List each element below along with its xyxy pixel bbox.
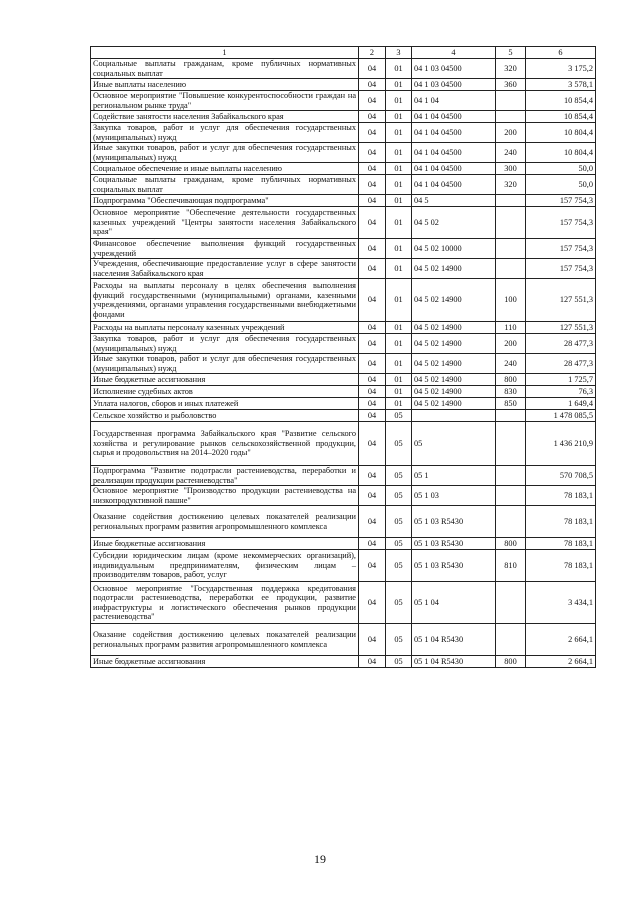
cell-expense-type	[496, 582, 526, 624]
cell-subsection: 01	[386, 398, 412, 410]
cell-target-code: 04 5 02 14900	[412, 386, 496, 398]
cell-section: 04	[359, 624, 386, 656]
cell-expense-type: 830	[496, 386, 526, 398]
table-row	[91, 582, 596, 624]
cell-amount: 127 551,3	[526, 279, 596, 322]
cell-expense-type	[496, 466, 526, 486]
cell-amount: 127 551,3	[526, 322, 596, 334]
cell-expense-type: 800	[496, 656, 526, 668]
table-row	[91, 111, 596, 123]
cell-expense-type: 850	[496, 398, 526, 410]
cell-section: 04	[359, 143, 386, 163]
table-row	[91, 422, 596, 466]
cell-expense-type: 200	[496, 334, 526, 354]
cell-target-code: 05 1 03	[412, 486, 496, 506]
cell-section: 04	[359, 538, 386, 550]
cell-name: Расходы на выплаты персоналу в целях обеспечения выполнения функций государственными (муниципальными) органами, казенными учреждениями, органами управления государственными внебюджетными фондами	[91, 279, 359, 322]
cell-section: 04	[359, 259, 386, 279]
header-col-4: 4	[412, 47, 496, 59]
cell-subsection: 05	[386, 506, 412, 538]
cell-amount: 76,3	[526, 386, 596, 398]
header-col-6: 6	[526, 47, 596, 59]
cell-amount: 3 434,1	[526, 582, 596, 624]
cell-section: 04	[359, 582, 386, 624]
cell-name: Социальное обеспечение и иные выплаты населению	[91, 163, 359, 175]
cell-name: Основное мероприятие "Повышение конкурентоспособности граждан на региональном рынке труда"	[91, 91, 359, 111]
cell-name: Финансовое обеспечение выполнения функций государственных учреждений	[91, 239, 359, 259]
cell-name: Сельское хозяйство и рыболовство	[91, 410, 359, 422]
cell-subsection: 01	[386, 123, 412, 143]
cell-section: 04	[359, 195, 386, 207]
cell-target-code: 04 5 02 14900	[412, 322, 496, 334]
cell-name: Закупка товаров, работ и услуг для обеспечения государственных (муниципальных) нужд	[91, 334, 359, 354]
cell-section: 04	[359, 322, 386, 334]
header-col-2: 2	[359, 47, 386, 59]
cell-target-code: 04 5 02 14900	[412, 259, 496, 279]
table-row	[91, 410, 596, 422]
cell-target-code: 05 1 03 R5430	[412, 506, 496, 538]
cell-name: Исполнение судебных актов	[91, 386, 359, 398]
cell-name: Содействие занятости населения Забайкальского края	[91, 111, 359, 123]
cell-section: 04	[359, 334, 386, 354]
cell-target-code: 04 1 04 04500	[412, 111, 496, 123]
cell-amount: 78 183,1	[526, 550, 596, 582]
header-col-3: 3	[386, 47, 412, 59]
cell-name: Иные закупки товаров, работ и услуг для обеспечения государственных (муниципальных) нужд	[91, 143, 359, 163]
cell-target-code: 04 5 02 14900	[412, 334, 496, 354]
cell-amount: 28 477,3	[526, 354, 596, 374]
cell-target-code: 05 1 04	[412, 582, 496, 624]
cell-target-code: 05 1 03 R5430	[412, 538, 496, 550]
cell-section: 04	[359, 374, 386, 386]
table-row	[91, 91, 596, 111]
cell-amount: 78 183,1	[526, 486, 596, 506]
cell-target-code: 04 1 04	[412, 91, 496, 111]
cell-target-code: 04 1 04 04500	[412, 143, 496, 163]
table-row	[91, 143, 596, 163]
cell-subsection: 05	[386, 656, 412, 668]
cell-section: 04	[359, 466, 386, 486]
cell-expense-type	[496, 207, 526, 239]
cell-expense-type: 810	[496, 550, 526, 582]
cell-expense-type: 200	[496, 123, 526, 143]
cell-expense-type: 300	[496, 163, 526, 175]
cell-amount: 50,0	[526, 175, 596, 195]
cell-amount: 50,0	[526, 163, 596, 175]
cell-section: 04	[359, 398, 386, 410]
cell-name: Субсидии юридическим лицам (кроме некоммерческих организаций), индивидуальным предпринимателям, физическим лицам – производителям товаров, работ, услуг	[91, 550, 359, 582]
cell-expense-type	[496, 506, 526, 538]
cell-name: Иные бюджетные ассигнования	[91, 656, 359, 668]
cell-subsection: 01	[386, 143, 412, 163]
table-row	[91, 259, 596, 279]
table-row	[91, 195, 596, 207]
cell-target-code: 05	[412, 422, 496, 466]
cell-subsection: 01	[386, 239, 412, 259]
cell-expense-type	[496, 624, 526, 656]
cell-amount: 3 578,1	[526, 79, 596, 91]
cell-section: 04	[359, 59, 386, 79]
cell-name: Расходы на выплаты персоналу казенных учреждений	[91, 322, 359, 334]
table-row	[91, 398, 596, 410]
cell-section: 04	[359, 550, 386, 582]
cell-amount: 157 754,3	[526, 207, 596, 239]
table-header-row	[91, 47, 596, 59]
cell-section: 04	[359, 422, 386, 466]
cell-subsection: 05	[386, 538, 412, 550]
cell-name: Подпрограмма "Развитие подотрасли растениеводства, переработки и реализации продукции растениеводства"	[91, 466, 359, 486]
table-row	[91, 322, 596, 334]
table-row	[91, 538, 596, 550]
cell-name: Оказание содействия достижению целевых показателей реализации региональных программ развития агропромышленного комплекса	[91, 624, 359, 656]
table-row	[91, 59, 596, 79]
cell-amount: 3 175,2	[526, 59, 596, 79]
cell-amount: 10 804,4	[526, 143, 596, 163]
table-row	[91, 486, 596, 506]
cell-expense-type: 110	[496, 322, 526, 334]
table-row	[91, 386, 596, 398]
cell-amount: 28 477,3	[526, 334, 596, 354]
cell-name: Иные бюджетные ассигнования	[91, 374, 359, 386]
cell-expense-type: 240	[496, 354, 526, 374]
cell-name: Социальные выплаты гражданам, кроме публичных нормативных социальных выплат	[91, 59, 359, 79]
cell-section: 04	[359, 386, 386, 398]
cell-target-code: 04 1 04 04500	[412, 123, 496, 143]
cell-expense-type: 800	[496, 374, 526, 386]
cell-expense-type	[496, 91, 526, 111]
table-body	[91, 59, 596, 668]
cell-target-code: 04 5 02	[412, 207, 496, 239]
cell-subsection: 01	[386, 111, 412, 123]
header-col-5: 5	[496, 47, 526, 59]
cell-subsection: 01	[386, 259, 412, 279]
cell-subsection: 01	[386, 175, 412, 195]
cell-target-code: 04 1 03 04500	[412, 79, 496, 91]
cell-expense-type	[496, 486, 526, 506]
cell-name: Иные выплаты населению	[91, 79, 359, 91]
cell-section: 04	[359, 656, 386, 668]
cell-amount: 2 664,1	[526, 656, 596, 668]
cell-subsection: 01	[386, 163, 412, 175]
cell-name: Социальные выплаты гражданам, кроме публичных нормативных социальных выплат	[91, 175, 359, 195]
table-row	[91, 123, 596, 143]
table-row	[91, 163, 596, 175]
table-row	[91, 207, 596, 239]
table-row	[91, 656, 596, 668]
cell-amount: 157 754,3	[526, 195, 596, 207]
cell-expense-type	[496, 259, 526, 279]
cell-amount: 10 854,4	[526, 91, 596, 111]
cell-amount: 10 804,4	[526, 123, 596, 143]
cell-name: Основное мероприятие "Производство продукции растениеводства на низкопродуктивной пашне"	[91, 486, 359, 506]
cell-amount: 1 649,4	[526, 398, 596, 410]
cell-subsection: 01	[386, 79, 412, 91]
table-row	[91, 374, 596, 386]
cell-target-code: 04 5 02 14900	[412, 398, 496, 410]
cell-section: 04	[359, 79, 386, 91]
cell-section: 04	[359, 279, 386, 322]
cell-subsection: 01	[386, 195, 412, 207]
cell-subsection: 01	[386, 279, 412, 322]
cell-section: 04	[359, 207, 386, 239]
cell-target-code: 05 1 04 R5430	[412, 624, 496, 656]
cell-expense-type	[496, 111, 526, 123]
cell-name: Закупка товаров, работ и услуг для обеспечения государственных (муниципальных) нужд	[91, 123, 359, 143]
cell-section: 04	[359, 175, 386, 195]
page-number: 19	[314, 852, 326, 866]
cell-name: Основное мероприятие "Государственная поддержка кредитования подотрасли растениеводства, переработки ее продукции, развитие инфраструктуры и логистического обеспечения рынков продукции растениеводства"	[91, 582, 359, 624]
cell-section: 04	[359, 410, 386, 422]
cell-subsection: 05	[386, 550, 412, 582]
cell-subsection: 05	[386, 624, 412, 656]
cell-subsection: 01	[386, 91, 412, 111]
cell-target-code: 04 5 02 10000	[412, 239, 496, 259]
cell-name: Государственная программа Забайкальского края "Развитие сельского хозяйства и регулирование рынков сельскохозяйственной продукции, сырья и продовольствия на 2014–2020 годы"	[91, 422, 359, 466]
cell-amount: 78 183,1	[526, 506, 596, 538]
cell-target-code: 05 1 03 R5430	[412, 550, 496, 582]
table-row	[91, 354, 596, 374]
cell-expense-type: 320	[496, 175, 526, 195]
cell-subsection: 01	[386, 354, 412, 374]
cell-target-code: 04 5	[412, 195, 496, 207]
cell-amount: 2 664,1	[526, 624, 596, 656]
cell-expense-type	[496, 239, 526, 259]
cell-name: Оказание содействия достижению целевых показателей реализации региональных программ развития агропромышленного комплекса	[91, 506, 359, 538]
cell-section: 04	[359, 239, 386, 259]
header-col-1: 1	[91, 47, 359, 59]
cell-expense-type	[496, 410, 526, 422]
cell-section: 04	[359, 111, 386, 123]
cell-section: 04	[359, 123, 386, 143]
cell-name: Основное мероприятие "Обеспечение деятельности государственных казенных учреждений "Центры занятости населения Забайкальского края"	[91, 207, 359, 239]
cell-subsection: 01	[386, 334, 412, 354]
cell-target-code: 04 5 02 14900	[412, 374, 496, 386]
cell-target-code: 04 1 03 04500	[412, 59, 496, 79]
cell-expense-type: 800	[496, 538, 526, 550]
cell-name: Подпрограмма "Обеспечивающая подпрограмма"	[91, 195, 359, 207]
cell-expense-type: 100	[496, 279, 526, 322]
cell-expense-type: 360	[496, 79, 526, 91]
budget-table	[90, 46, 596, 668]
table-row	[91, 334, 596, 354]
cell-target-code: 04 1 04 04500	[412, 163, 496, 175]
cell-subsection: 01	[386, 207, 412, 239]
cell-name: Уплата налогов, сборов и иных платежей	[91, 398, 359, 410]
cell-target-code: 04 5 02 14900	[412, 354, 496, 374]
cell-section: 04	[359, 354, 386, 374]
cell-name: Иные закупки товаров, работ и услуг для обеспечения государственных (муниципальных) нужд	[91, 354, 359, 374]
table-row	[91, 175, 596, 195]
cell-subsection: 01	[386, 374, 412, 386]
cell-amount: 570 708,5	[526, 466, 596, 486]
cell-subsection: 05	[386, 582, 412, 624]
table-row	[91, 79, 596, 91]
table-row	[91, 624, 596, 656]
cell-amount: 10 854,4	[526, 111, 596, 123]
cell-amount: 78 183,1	[526, 538, 596, 550]
cell-expense-type: 320	[496, 59, 526, 79]
cell-expense-type	[496, 195, 526, 207]
cell-amount: 157 754,3	[526, 239, 596, 259]
table-row	[91, 239, 596, 259]
cell-amount: 1 725,7	[526, 374, 596, 386]
table-row	[91, 279, 596, 322]
cell-subsection: 01	[386, 322, 412, 334]
cell-subsection: 05	[386, 486, 412, 506]
cell-subsection: 01	[386, 59, 412, 79]
cell-name: Учреждения, обеспечивающие предоставление услуг в сфере занятости населения Забайкальского края	[91, 259, 359, 279]
cell-expense-type	[496, 422, 526, 466]
cell-amount: 1 436 210,9	[526, 422, 596, 466]
cell-target-code: 04 1 04 04500	[412, 175, 496, 195]
cell-name: Иные бюджетные ассигнования	[91, 538, 359, 550]
table-row	[91, 506, 596, 538]
table-row	[91, 466, 596, 486]
cell-subsection: 01	[386, 386, 412, 398]
cell-target-code: 04 5 02 14900	[412, 279, 496, 322]
cell-section: 04	[359, 506, 386, 538]
cell-amount: 1 478 085,5	[526, 410, 596, 422]
cell-amount: 157 754,3	[526, 259, 596, 279]
cell-subsection: 05	[386, 466, 412, 486]
cell-expense-type: 240	[496, 143, 526, 163]
cell-target-code: 05 1 04 R5430	[412, 656, 496, 668]
cell-subsection: 05	[386, 422, 412, 466]
cell-section: 04	[359, 486, 386, 506]
table-row	[91, 550, 596, 582]
cell-target-code	[412, 410, 496, 422]
cell-subsection: 05	[386, 410, 412, 422]
cell-section: 04	[359, 163, 386, 175]
cell-section: 04	[359, 91, 386, 111]
cell-target-code: 05 1	[412, 466, 496, 486]
